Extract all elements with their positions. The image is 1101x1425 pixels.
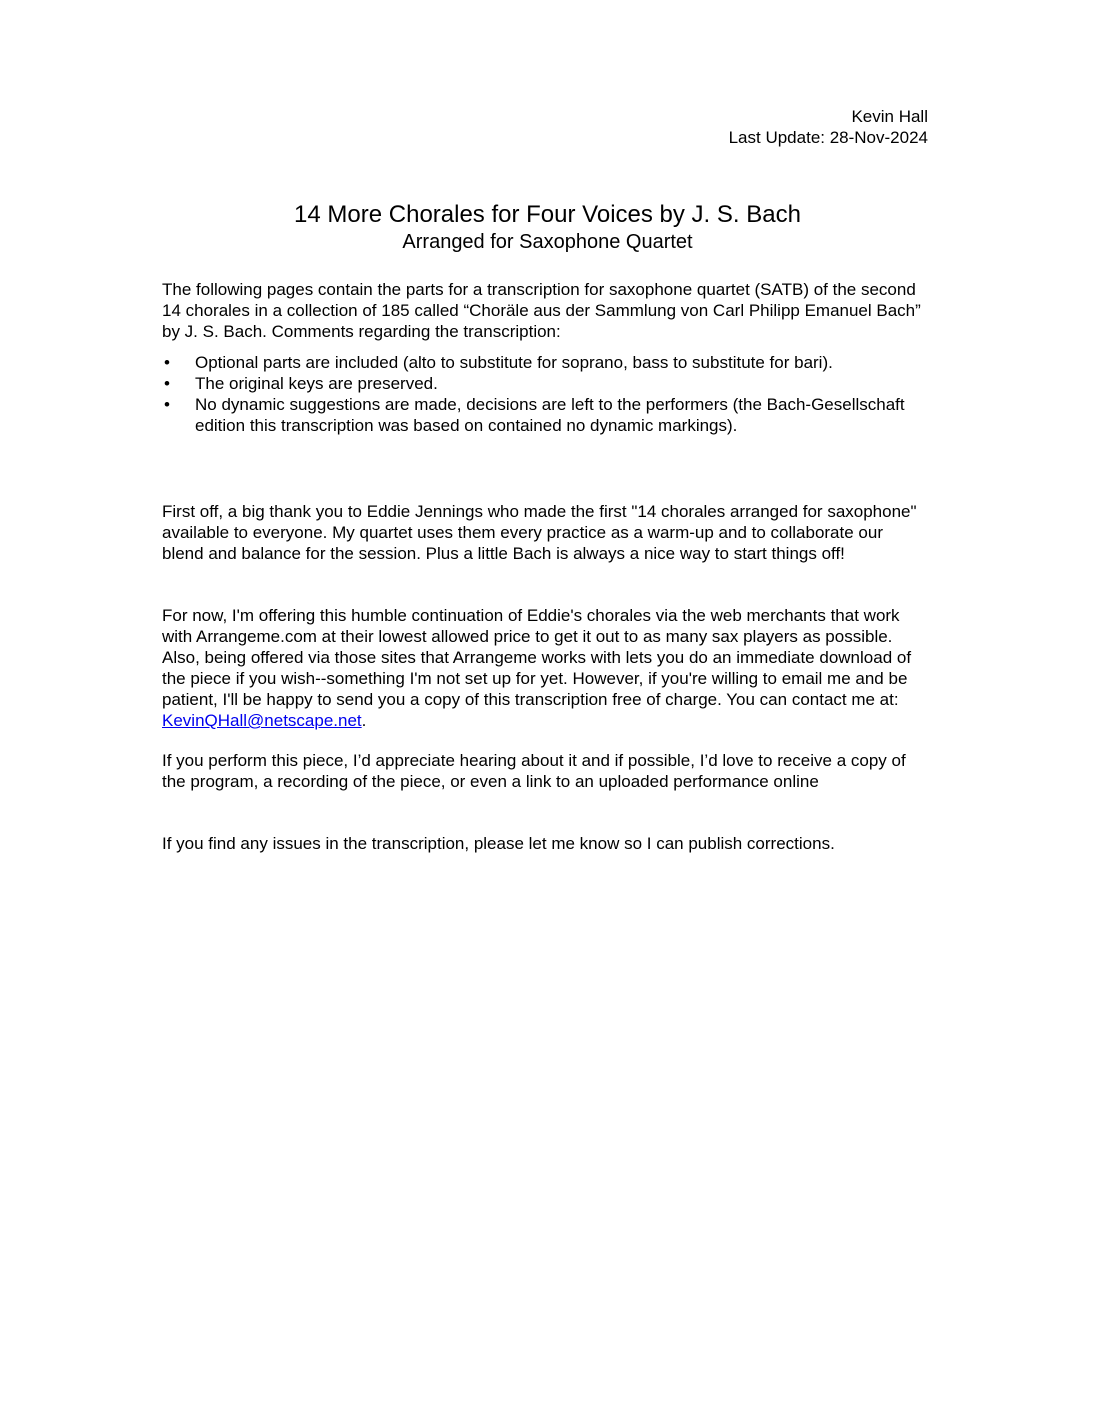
offer-paragraph [162, 605, 922, 731]
thanks-paragraph [162, 501, 922, 564]
last-update: Last Update: 28-Nov-2024 [728, 128, 928, 147]
perform-paragraph [162, 750, 922, 792]
list-item-text: No dynamic suggestions are made, decisions are left to the performers (the Bach-Gesellschaft edition this transcription was based on contained no dynamic markings). [195, 395, 905, 435]
perform-text: If you perform this piece, I’d appreciate hearing about it and if possible, I’d love to receive a copy of the program, a recording of the piece, or even a link to an uploaded performance online [162, 751, 906, 791]
title-block [0, 200, 1095, 255]
thanks-text: First off, a big thank you to Eddie Jennings who made the first "14 chorales arranged for saxophone" available to everyone. My quartet uses them every practice as a warm-up and to collaborate our blend and balance for the session. Plus a little Bach is always a nice way to start things off! [162, 502, 917, 563]
issues-text: If you find any issues in the transcription, please let me know so I can publish corrections. [162, 834, 835, 853]
header-block [729, 106, 928, 148]
intro-paragraph [162, 279, 922, 342]
offer-text: For now, I'm offering this humble continuation of Eddie's chorales via the web merchants that work with Arrangeme.com at their lowest allowed price to get it out to as many sax players as possible. Also, being offered via those sites that Arrangeme works with lets you do an immediate download of the piece if you wish--something I'm not set up for yet. However, if you're willing to email me and be patient, I'll be happy to send you a copy of this transcription free of charge. You can contact me at: [162, 606, 912, 709]
author-name: Kevin Hall [851, 107, 928, 126]
email-link[interactable]: KevinQHall@netscape.net [162, 711, 362, 730]
list-item-text: Optional parts are included (alto to substitute for soprano, bass to substitute for bari). [195, 353, 833, 372]
issues-paragraph [162, 833, 922, 854]
bullet-icon: • [164, 353, 170, 372]
list-item [162, 373, 922, 394]
list-item [162, 352, 922, 373]
bullet-icon: • [164, 395, 170, 414]
bullet-icon: • [164, 374, 170, 393]
list-item-text: The original keys are preserved. [195, 374, 438, 393]
offer-end: . [361, 711, 367, 730]
offer-text-block [162, 605, 922, 731]
intro-text: The following pages contain the parts for a transcription for saxophone quartet (SATB) of the second 14 chorales in a collection of 185 called “Choräle aus der Sammlung von Carl Philipp Emanuel Bach” by J. S. Bach. Comments regarding the transcription: [162, 280, 921, 341]
document-subtitle: Arranged for Saxophone Quartet [402, 231, 693, 253]
comments-list [162, 352, 922, 436]
list-item [162, 394, 922, 436]
document-title: 14 More Chorales for Four Voices by J. S. Bach [294, 201, 801, 228]
